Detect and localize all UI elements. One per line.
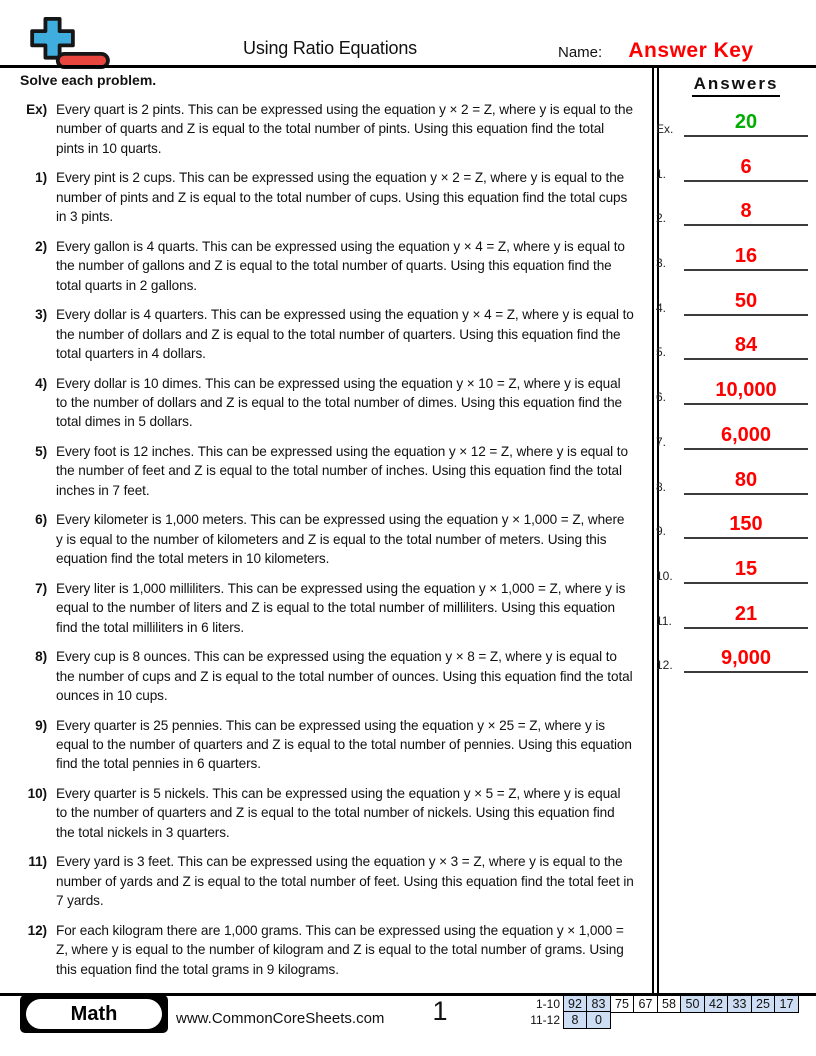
problem-number: 12) <box>27 922 47 938</box>
answer-row-6 <box>656 375 812 405</box>
answers-list <box>656 107 812 673</box>
answer-value: 50 <box>734 289 758 312</box>
score-row-label: 1-10 <box>535 996 560 1011</box>
answer-value: 6,000 <box>720 423 772 446</box>
answer-row-1 <box>656 152 812 182</box>
problem-text: Every yard is 3 feet. This can be expressed using the equation y × 3 = Z, where y is equal to the number of yards and Z is equal to the total number of feet. Using this equation find the total feet in 7 yards. <box>56 854 634 909</box>
answer-number: 9. <box>656 524 667 539</box>
answer-line <box>684 647 808 673</box>
answer-row-9 <box>656 509 812 539</box>
problem-row-11 <box>0 852 652 910</box>
answers-title: Answers <box>692 74 781 97</box>
answer-line <box>684 334 808 360</box>
score-row-label: 11-12 <box>530 1012 560 1027</box>
answer-line <box>684 156 808 182</box>
problems-list <box>0 100 652 989</box>
answer-row-2 <box>656 196 812 226</box>
answer-row-10 <box>656 554 812 584</box>
score-row-1-10 <box>524 995 799 1013</box>
problem-number: Ex) <box>26 102 47 117</box>
name-label: Name: <box>558 44 603 61</box>
answer-line <box>684 558 808 584</box>
plus-icon <box>32 19 73 58</box>
answer-value: 9,000 <box>720 647 772 670</box>
answer-number: 12. <box>656 658 673 673</box>
problem-text: Every dollar is 10 dimes. This can be expressed using the equation y × 10 = Z, where y is equal to the number of dollars and Z is equal to the total number of dimes. Using this equation find the total dimes in 5 dollars. <box>56 375 623 430</box>
subject-label: Math <box>26 999 162 1029</box>
answer-number: 8. <box>656 479 667 494</box>
score-cell: 83 <box>586 995 611 1013</box>
answer-row-11 <box>656 599 812 629</box>
problem-text: Every gallon is 4 quarts. This can be expressed using the equation y × 4 = Z, where y is equal to the number of gallons and Z is equal to the total number of quarts. Using this equation find the total quarts in 2 gallons. <box>56 238 625 293</box>
problem-row-9 <box>0 716 652 774</box>
answer-number: 2. <box>656 211 667 226</box>
name-value: Answer Key <box>628 39 754 62</box>
problem-number: 7) <box>35 580 47 596</box>
problem-number: 1) <box>35 170 47 186</box>
score-cell: 92 <box>563 995 588 1013</box>
answer-number: 7. <box>656 434 667 449</box>
problem-number: 9) <box>35 717 47 733</box>
problem-number: 10) <box>27 786 47 802</box>
score-cell: 42 <box>704 995 729 1013</box>
score-cell: 67 <box>633 995 658 1013</box>
problem-row-4 <box>0 374 652 432</box>
problem-row-5 <box>0 442 652 500</box>
answer-row-3 <box>656 241 812 271</box>
problem-text: Every liter is 1,000 milliliters. This can be expressed using the equation y × 1,000 = Z, where y is equal to the number of liters and Z is equal to the total number of milliliters. Using this equation find the total milliliters in 6 liters. <box>56 580 626 635</box>
answer-number: Ex. <box>656 122 674 136</box>
score-cell: 50 <box>680 995 705 1013</box>
score-cell: 25 <box>751 995 776 1013</box>
answer-value: 15 <box>734 557 758 580</box>
problem-number: 3) <box>35 307 47 323</box>
score-cell: 75 <box>610 995 635 1013</box>
problem-row-2 <box>0 237 652 295</box>
problem-text: For each kilogram there are 1,000 grams. This can be expressed using the equation y × 1,000 = Z, where y is equal to the number of kilogram and Z is equal to the total number of grams. Using this equation find the total grams in 9 kilograms. <box>56 922 624 977</box>
problem-row-8 <box>0 647 652 705</box>
answer-number: 11. <box>656 613 672 628</box>
page-title: Using Ratio Equations <box>243 38 417 58</box>
score-cell: 17 <box>774 995 799 1013</box>
score-cell: 8 <box>563 1011 588 1029</box>
answer-number: 10. <box>656 568 673 583</box>
score-cell: 33 <box>727 995 752 1013</box>
answer-line <box>684 469 808 495</box>
problem-row-1 <box>0 168 652 226</box>
answer-value: 80 <box>734 468 758 491</box>
answer-value: 20 <box>734 111 758 133</box>
problem-row-3 <box>0 305 652 363</box>
header-rule <box>0 65 816 68</box>
subject-badge <box>20 995 168 1033</box>
score-row-11-12 <box>524 1011 799 1029</box>
problem-row-7 <box>0 579 652 637</box>
answer-value: 150 <box>729 513 763 536</box>
answer-line <box>684 603 808 629</box>
problem-number: 11) <box>28 854 47 870</box>
problem-number: 2) <box>35 238 47 254</box>
problem-text: Every quarter is 5 nickels. This can be expressed using the equation y × 5 = Z, where y is equal to the number of quarters and Z is equal to the total number of nickels. Using this equation find the total nickels in 3 quarters. <box>56 786 621 840</box>
answer-row-4 <box>656 286 812 316</box>
answer-row-ex <box>656 107 812 137</box>
answer-line <box>684 513 808 539</box>
answer-number: 5. <box>656 345 667 360</box>
answer-number: 1. <box>656 166 667 181</box>
answer-value: 84 <box>734 334 758 357</box>
problem-text: Every cup is 8 ounces. This can be expressed using the equation y × 8 = Z, where y is equal to the number of cups and Z is equal to the total number of ounces. Using this equation find the total ounces in 10 cups. <box>56 649 633 704</box>
answer-value: 10,000 <box>715 379 777 402</box>
answers-header <box>660 74 812 97</box>
problem-row-10 <box>0 784 652 842</box>
problem-text: Every dollar is 4 quarters. This can be expressed using the equation y × 4 = Z, where y is equal to the number of dollars and Z is equal to the total number of quarters. Using this equation find the total quarters in 4 dollars. <box>56 307 634 362</box>
answer-line <box>684 200 808 226</box>
answer-line <box>684 290 808 316</box>
answer-row-5 <box>656 330 812 360</box>
website-url: www.CommonCoreSheets.com <box>176 1010 385 1027</box>
problem-text: Every pint is 2 cups. This can be expressed using the equation y × 2 = Z, where y is equal to the number of pints and Z is equal to the total number of cups. Using this equation find the total cups in 3 pints. <box>56 170 628 225</box>
answer-line <box>684 424 808 450</box>
answer-value: 16 <box>734 245 758 268</box>
problem-row-6 <box>0 510 652 568</box>
answer-number: 4. <box>656 300 667 315</box>
answer-number: 6. <box>656 390 667 405</box>
answer-value: 8 <box>740 200 752 223</box>
answer-line <box>684 111 808 137</box>
problem-text: Every quarter is 25 pennies. This can be expressed using the equation y × 25 = Z, where y is equal to the number of quarters and Z is equal to the total number of pennies. Using this equation find the total pennies in 6 quarters. <box>56 717 632 772</box>
answer-row-8 <box>656 465 812 495</box>
answer-row-7 <box>656 420 812 450</box>
problem-number: 5) <box>35 444 47 460</box>
problem-text: Every foot is 12 inches. This can be expressed using the equation y × 12 = Z, where y is equal to the number of feet and Z is equal to the total number of inches. Using this equation find the total inches in 7 feet. <box>56 444 628 498</box>
score-grid <box>524 995 799 1029</box>
problem-text: Every kilometer is 1,000 meters. This can be expressed using the equation y × 1,000 = Z, where y is equal to the number of kilometers and Z is equal to the total number of meters. Using this equation find the total meters in 10 kilometers. <box>56 512 625 567</box>
score-cell: 0 <box>586 1011 611 1029</box>
answer-line <box>684 245 808 271</box>
problem-text: Every quart is 2 pints. This can be expressed using the equation y × 2 = Z, where y is equal to the number of quarts and Z is equal to the total number of pints. Using this equation find the total pints in 10 quarts. <box>56 102 633 156</box>
problem-number: 4) <box>35 375 47 391</box>
problem-number: 6) <box>35 512 47 528</box>
score-cell: 58 <box>657 995 682 1013</box>
problem-row-ex <box>0 100 652 158</box>
problem-number: 8) <box>35 649 47 665</box>
problem-row-12 <box>0 921 652 979</box>
answer-line <box>684 379 808 405</box>
answer-value: 6 <box>740 155 752 178</box>
page-number: 1 <box>432 996 448 1026</box>
instruction-text: Solve each problem. <box>20 72 157 88</box>
answer-number: 3. <box>656 256 667 271</box>
answer-value: 21 <box>734 602 758 625</box>
answer-row-12 <box>656 643 812 673</box>
